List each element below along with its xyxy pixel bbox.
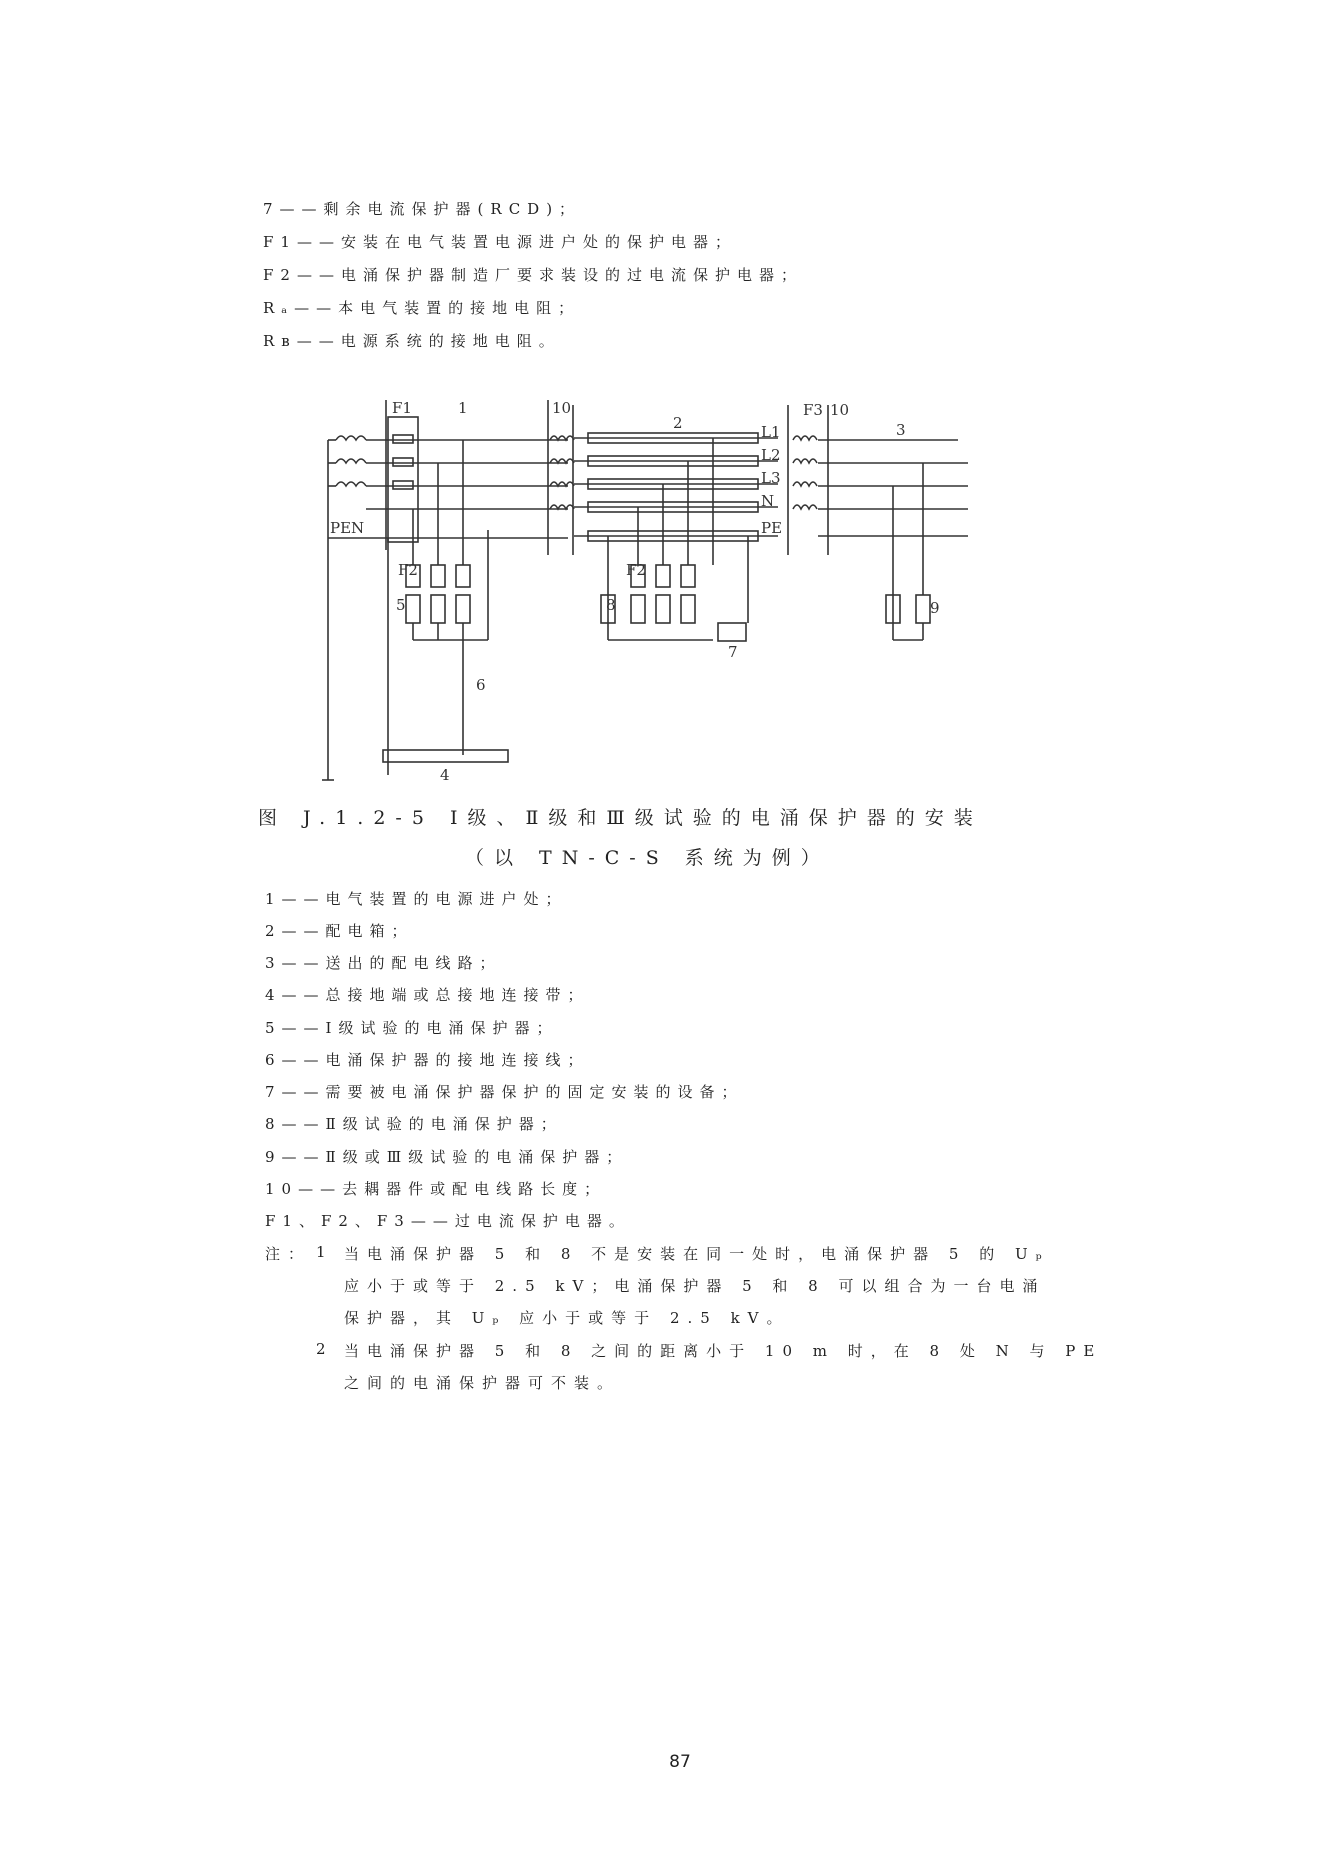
legend-item: 2——配电箱； [265,922,414,940]
figure-caption: 图 J.1.2-5 Ⅰ级、Ⅱ级和Ⅲ级试验的电涌保护器的安装 [258,807,983,829]
legend-item: 8——Ⅱ级试验的电涌保护器； [265,1115,563,1133]
label-f2-left: F2 [398,561,418,579]
label-l2: L2 [761,446,781,464]
legend-item: 7——需要被电涌保护器保护的固定安装的设备； [265,1083,744,1101]
note-2-number: 2 [316,1340,334,1358]
label-2: 2 [673,414,683,432]
label-l1: L1 [761,423,781,441]
legend-item: 3——送出的配电线路； [265,954,502,972]
note-1-line-3: 保护器，其 Uₚ 应小于或等于 2.5 kV。 [344,1309,790,1327]
legend-item: 9——Ⅱ级或Ⅲ级试验的电涌保护器； [265,1148,629,1166]
label-pen: PEN [330,519,365,537]
list-item-7-rcd: 7——剩余电流保护器(RCD)； [263,200,582,218]
coil-l1-in [336,436,366,440]
rcd-device [718,623,746,641]
earth-bar [383,750,508,762]
list-item-rb: Rв——电源系统的接地电阻。 [263,332,561,350]
list-item-f2: F2——电涌保护器制造厂要求装设的过电流保护电器； [263,266,803,284]
label-10b: 10 [830,401,850,419]
list-item-f1: F1——安装在电气装置电源进户处的保护电器； [263,233,737,251]
label-l3: L3 [761,469,781,487]
label-1: 1 [458,399,468,417]
figure-caption-subtitle: （以 TN-C-S 系统为例） [465,847,830,869]
legend-item: 1——电气装置的电源进户处； [265,890,568,908]
circuit-diagram [318,395,978,790]
label-8: 8 [606,596,616,614]
note-1-line-1: 当电涌保护器 5 和 8 不是安装在同一处时，电涌保护器 5 的 Uₚ [344,1245,1050,1263]
note-1-line-2: 应小于或等于 2.5 kV；电涌保护器 5 和 8 可以组合为一台电涌 [344,1277,1046,1295]
legend-item: F1、F2、F3——过电流保护电器。 [265,1212,631,1230]
label-5: 5 [396,596,406,614]
legend-item: 6——电涌保护器的接地连接线； [265,1051,590,1069]
label-4: 4 [440,766,450,784]
note-1-number: 1 [316,1243,334,1261]
label-6: 6 [476,676,486,694]
label-7: 7 [728,643,738,661]
coil-l3-in [336,482,366,486]
label-pe: PE [761,519,783,537]
label-n: N [761,492,775,510]
label-f1: F1 [392,399,412,417]
coil-l2-in [336,459,366,463]
legend-item: 5——Ⅰ级试验的电涌保护器； [265,1019,559,1037]
label-10a: 10 [552,399,572,417]
label-3: 3 [896,421,906,439]
list-item-ra: Rₐ——本电气装置的接地电阻； [263,299,581,317]
note-2-line-1: 当电涌保护器 5 和 8 之间的距离小于 10 m 时，在 8 处 N 与 PE [344,1342,1103,1360]
legend-item: 10——去耦器件或配电线路长度； [265,1180,607,1198]
legend-item: 4——总接地端或总接地连接带； [265,986,590,1004]
label-f3: F3 [803,401,823,419]
label-9: 9 [930,599,940,617]
label-f2-right: F2 [626,561,646,579]
page-number: 87 [669,1752,691,1772]
note-2-line-2: 之间的电涌保护器可不装。 [344,1374,621,1392]
notes-prefix: 注： [265,1245,312,1263]
